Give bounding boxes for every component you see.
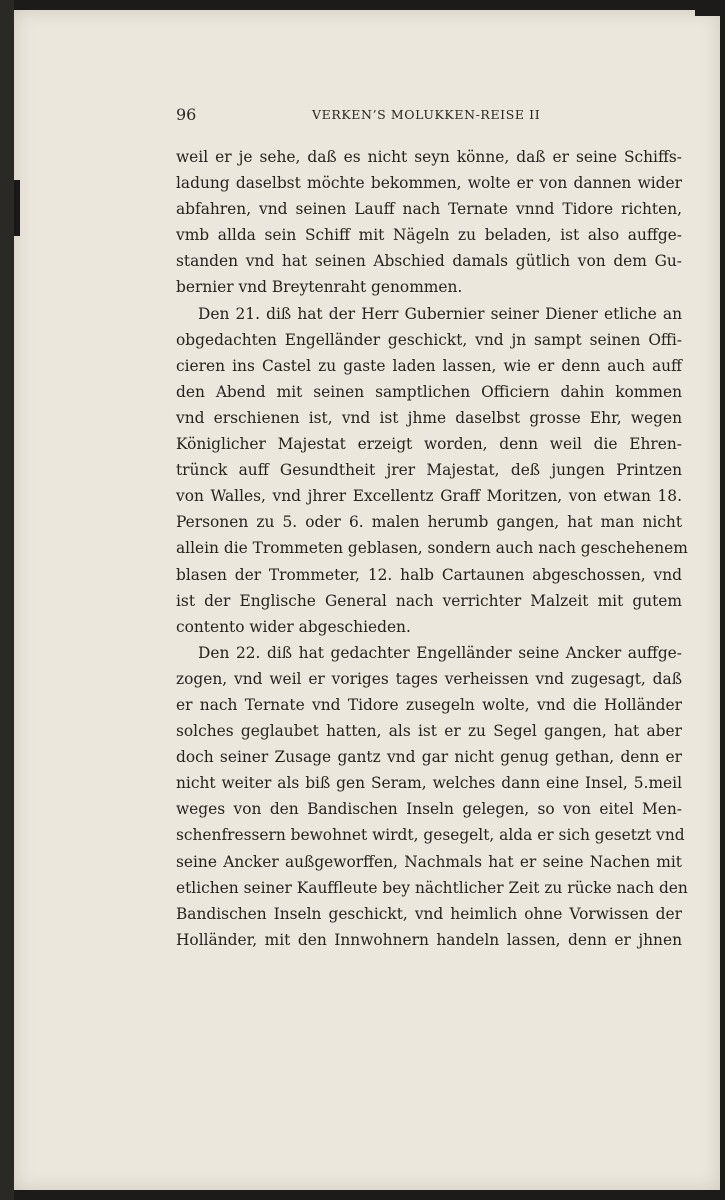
text-line: blasen der Trommeter, 12. halb Cartaunen abgeschossen, vnd <box>176 565 682 584</box>
text-line: Den 22. diß hat gedachter Engelländer seine Ancker auffge- <box>198 643 682 662</box>
page-number: 96 <box>176 105 197 124</box>
text-line: standen vnd hat seinen Abschied damals gütlich von dem Gu- <box>176 252 682 271</box>
text-line: cieren ins Castel zu gaste laden lassen, wie er denn auch auff <box>176 356 682 375</box>
text-line: schenfressern bewohnet wirdt, gesegelt, alda er sich gesetzt vnd <box>176 826 685 845</box>
text-line: abfahren, vnd seinen Lauff nach Ternate vnnd Tidore richten, <box>176 200 682 219</box>
scan-left-border <box>0 0 14 1200</box>
text-line: vmb allda sein Schiff mit Nägeln zu beladen, ist also auffge- <box>176 226 682 245</box>
text-line: Bandischen Inseln geschickt, vnd heimlich ohne Vorwissen der <box>176 904 682 923</box>
text-line: er nach Ternate vnd Tidore zusegeln wolte, vnd die Holländer <box>176 695 682 714</box>
text-line: ladung daselbst möchte bekommen, wolte er von dannen wider <box>176 174 682 193</box>
body-text <box>176 144 688 953</box>
text-line: Holländer, mit den Innwohnern handeln lassen, denn er jhnen <box>176 930 682 949</box>
text-line: weil er je sehe, daß es nicht seyn könne, daß er seine Schiffs- <box>176 148 682 166</box>
text-line: Den 21. diß hat der Herr Gubernier seiner Diener etliche an <box>198 304 682 323</box>
text-line: solches geglaubet hatten, als ist er zu Segel gangen, hat aber <box>176 722 682 741</box>
text-line: seine Ancker außgeworffen, Nachmals hat er seine Nachen mit <box>176 852 682 871</box>
scan-corner <box>695 0 725 16</box>
text-line: obgedachten Engelländer geschickt, vnd jn sampt seinen Offi- <box>176 330 682 349</box>
running-title: VERKEN’S MOLUKKEN-REISE II <box>312 107 541 122</box>
text-line: trünck auff Gesundtheit jrer Majestat, deß jungen Printzen <box>176 461 682 480</box>
spine-mark <box>14 180 20 236</box>
text-line: doch seiner Zusage gantz vnd gar nicht genug gethan, denn er <box>176 748 682 767</box>
text-line: von Walles, vnd jhrer Excellentz Graff Moritzen, von etwan 18. <box>176 487 682 506</box>
text-line: den Abend mit seinen samptlichen Officiern dahin kommen <box>176 382 682 401</box>
page-header <box>176 105 546 129</box>
text-line: allein die Trommeten geblasen, sondern auch nach geschehenem <box>176 539 688 558</box>
text-line: weges von den Bandischen Inseln gelegen, so von eitel Men- <box>176 800 682 819</box>
text-line: vnd erschienen ist, vnd ist jhme daselbst grosse Ehr, wegen <box>176 408 682 427</box>
text-line: etlichen seiner Kauffleute bey nächtlicher Zeit zu rücke nach den <box>176 878 688 897</box>
text-line: Personen zu 5. oder 6. malen herumb gangen, hat man nicht <box>176 513 682 532</box>
text-line: Königlicher Majestat erzeigt worden, denn weil die Ehren- <box>176 435 682 454</box>
text-line: nicht weiter als biß gen Seram, welches dann eine Insel, 5.meil <box>176 774 682 793</box>
text-line: contento wider abgeschieden. <box>176 617 411 636</box>
text-line: bernier vnd Breytenraht genommen. <box>176 278 463 297</box>
text-line: ist der Englische General nach verrichter Malzeit mit gutem <box>176 591 682 610</box>
text-line: zogen, vnd weil er voriges tages verheissen vnd zugesagt, daß <box>176 669 682 688</box>
